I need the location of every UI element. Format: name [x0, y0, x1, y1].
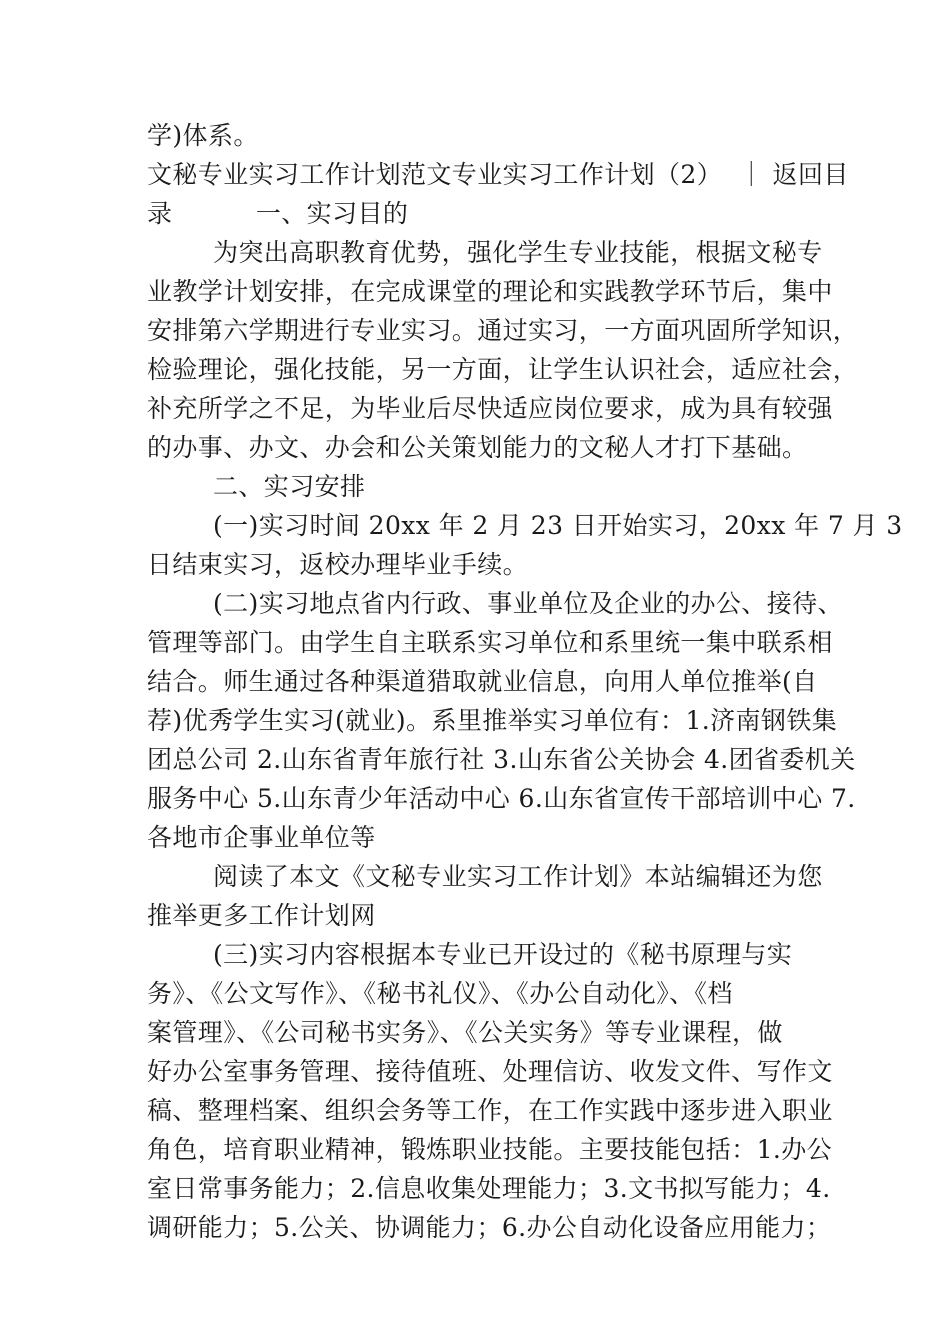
- text-line: 学)体系。: [147, 121, 259, 150]
- paragraph-line: 推举更多工作计划网: [147, 901, 376, 930]
- paragraph-line: 室日常事务能力；2.信息收集处理能力；3.文书拟写能力；4.: [147, 1174, 831, 1203]
- paragraph-line: 管理等部门。由学生自主联系实习单位和系里统一集中联系相: [147, 628, 833, 657]
- paragraph-line: 团总公司 2.山东省青年旅行社 3.山东省公关协会 4.团省委机关: [147, 745, 856, 774]
- paragraph-line: 各地市企事业单位等: [147, 823, 376, 852]
- paragraph-line: 安排第六学期进行专业实习。通过实习，一方面巩固所学知识，: [147, 316, 859, 345]
- paragraph-line: 的办事、办文、办会和公关策划能力的文秘人才打下基础。: [147, 433, 808, 462]
- paragraph-line: (一)实习时间 20xx 年 2 月 23 日开始实习，20xx 年 7 月 3: [213, 511, 903, 540]
- paragraph-line: 调研能力；5.公关、协调能力；6.办公自动化设备应用能力；: [147, 1213, 832, 1242]
- heading-link-line[interactable]: 文秘专业实习工作计划范文专业实习工作计划（2） ｜ 返回目: [147, 160, 849, 189]
- paragraph-line: (三)实习内容根据本专业已开设过的《秘书原理与实: [213, 940, 793, 969]
- paragraph-line: 荐)优秀学生实习(就业)。系里推举实习单位有：1.济南钢铁集: [147, 706, 838, 735]
- section-heading: 二、实习安排: [213, 472, 366, 501]
- paragraph-line: 阅读了本文《文秘专业实习工作计划》本站编辑还为您: [213, 862, 823, 891]
- paragraph-line: (二)实习地点省内行政、事业单位及企业的办公、接待、: [213, 589, 843, 618]
- paragraph-line: 日结束实习，返校办理毕业手续。: [147, 550, 529, 579]
- section-heading: 录 一、实习目的: [147, 199, 409, 228]
- paragraph-line: 补充所学之不足，为毕业后尽快适应岗位要求，成为具有较强: [147, 394, 833, 423]
- paragraph-line: 检验理论，强化技能，另一方面，让学生认识社会，适应社会，: [147, 355, 859, 384]
- paragraph-line: 为突出高职教育优势，强化学生专业技能，根据文秘专: [213, 238, 823, 267]
- paragraph-line: 结合。师生通过各种渠道猎取就业信息，向用人单位推举(自: [147, 667, 818, 696]
- paragraph-line: 稿、整理档案、组织会务等工作，在工作实践中逐步进入职业: [147, 1096, 833, 1125]
- paragraph-line: 角色，培育职业精神，锻炼职业技能。主要技能包括：1.办公: [147, 1135, 833, 1164]
- paragraph-line: 案管理》、《公司秘书实务》、《公关实务》等专业课程，做: [147, 1018, 783, 1047]
- paragraph-line: 业教学计划安排，在完成课堂的理论和实践教学环节后，集中: [147, 277, 833, 306]
- paragraph-line: 务》、《公文写作》、《秘书礼仪》、《办公自动化》、《档: [147, 979, 733, 1008]
- paragraph-line: 好办公室事务管理、接待值班、处理信访、收发文件、写作文: [147, 1057, 833, 1086]
- paragraph-line: 服务中心 5.山东青少年活动中心 6.山东省宣传干部培训中心 7.: [147, 784, 856, 813]
